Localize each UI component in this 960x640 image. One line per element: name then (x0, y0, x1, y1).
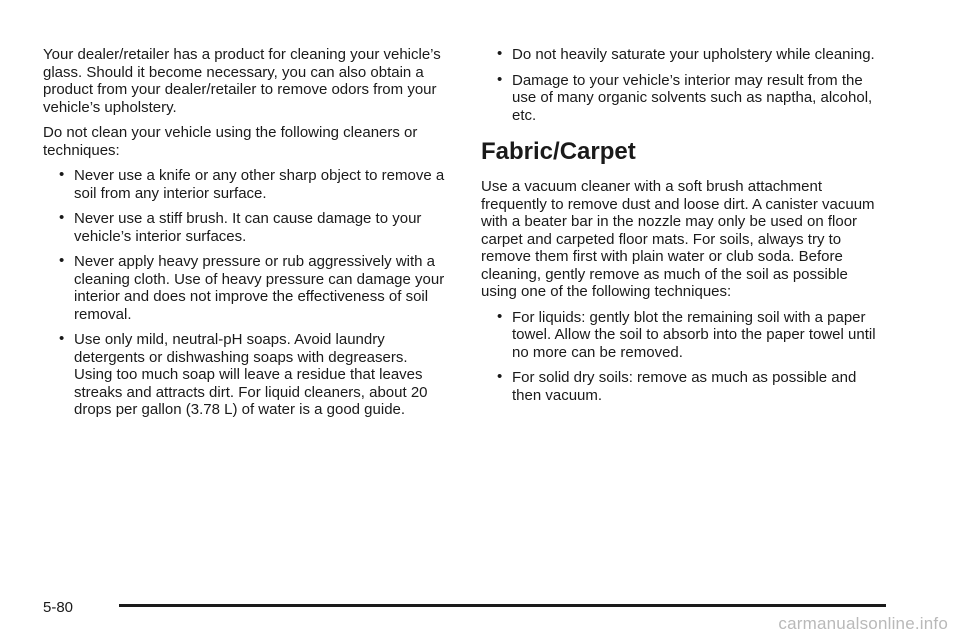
bullet-icon: • (497, 307, 503, 325)
list-item: • Never use a knife or any other sharp object to remove a soil from any interior surface. (59, 166, 445, 202)
bullet-icon: • (497, 70, 503, 88)
bullet-icon: • (59, 166, 65, 183)
list-item: • Do not heavily saturate your upholstery while cleaning. (497, 45, 875, 63)
right-column (481, 46, 885, 412)
section-heading: Fabric/Carpet (481, 138, 636, 165)
upholstery-warnings-list (481, 46, 885, 124)
fabric-carpet-paragraph: Use a vacuum cleaner with a soft brush attachment frequently to remove dust and loose dirt. A canister vacuum with a beater bar in the nozzle may only be used on floor carpet and carpeted floor mats. For soils, always try to remove them first with plain water or club soda. Before cleaning, gently remove as much of the soil as possible using one of the following techniques: (481, 178, 875, 300)
footer-divider (119, 604, 886, 607)
cleaners-intro-paragraph: Do not clean your vehicle using the following cleaners or techniques: (43, 124, 418, 159)
bullet-icon: • (59, 209, 65, 226)
list-item: • Never apply heavy pressure or rub aggressively with a cleaning cloth. Use of heavy pressure can damage your interior and does not improve the effectiveness of soil removal. (59, 252, 445, 323)
bullet-icon: • (497, 45, 503, 62)
cleaning-warnings-list (43, 167, 448, 419)
list-item: • Damage to your vehicle’s interior may result from the use of many organic solvents such as naptha, alcohol, etc. (497, 70, 873, 124)
bullet-icon: • (497, 368, 503, 385)
page-number: 5-80 (43, 599, 74, 616)
bullet-icon: • (59, 252, 65, 269)
list-item: • Never use a stiff brush. It can cause damage to your vehicle’s interior surfaces. (59, 209, 422, 245)
bullet-icon: • (59, 330, 65, 347)
list-item: • For solid dry soils: remove as much as possible and then vacuum. (497, 368, 857, 404)
intro-paragraph: Your dealer/retailer has a product for cleaning your vehicle’s glass. Should it become necessary, you can also obtain a product from your dealer/retailer to remove odors from your vehicle’s upholstery. (43, 46, 441, 116)
left-column (43, 46, 448, 427)
list-item: • Use only mild, neutral-pH soaps. Avoid laundry detergents or dishwashing soaps with degreasers. Using too much soap will leave a residue that leaves streaks and attracts dirt. For liquid cleaners, about 20 drops per gallon (3.78 L) of water is a good guide. (59, 330, 428, 418)
list-item: • For liquids: gently blot the remaining soil with a paper towel. Allow the soil to absorb into the paper towel until no more can be removed. (497, 307, 876, 361)
soil-techniques-list (481, 309, 885, 405)
watermark: carmanualsonline.info (778, 614, 948, 633)
